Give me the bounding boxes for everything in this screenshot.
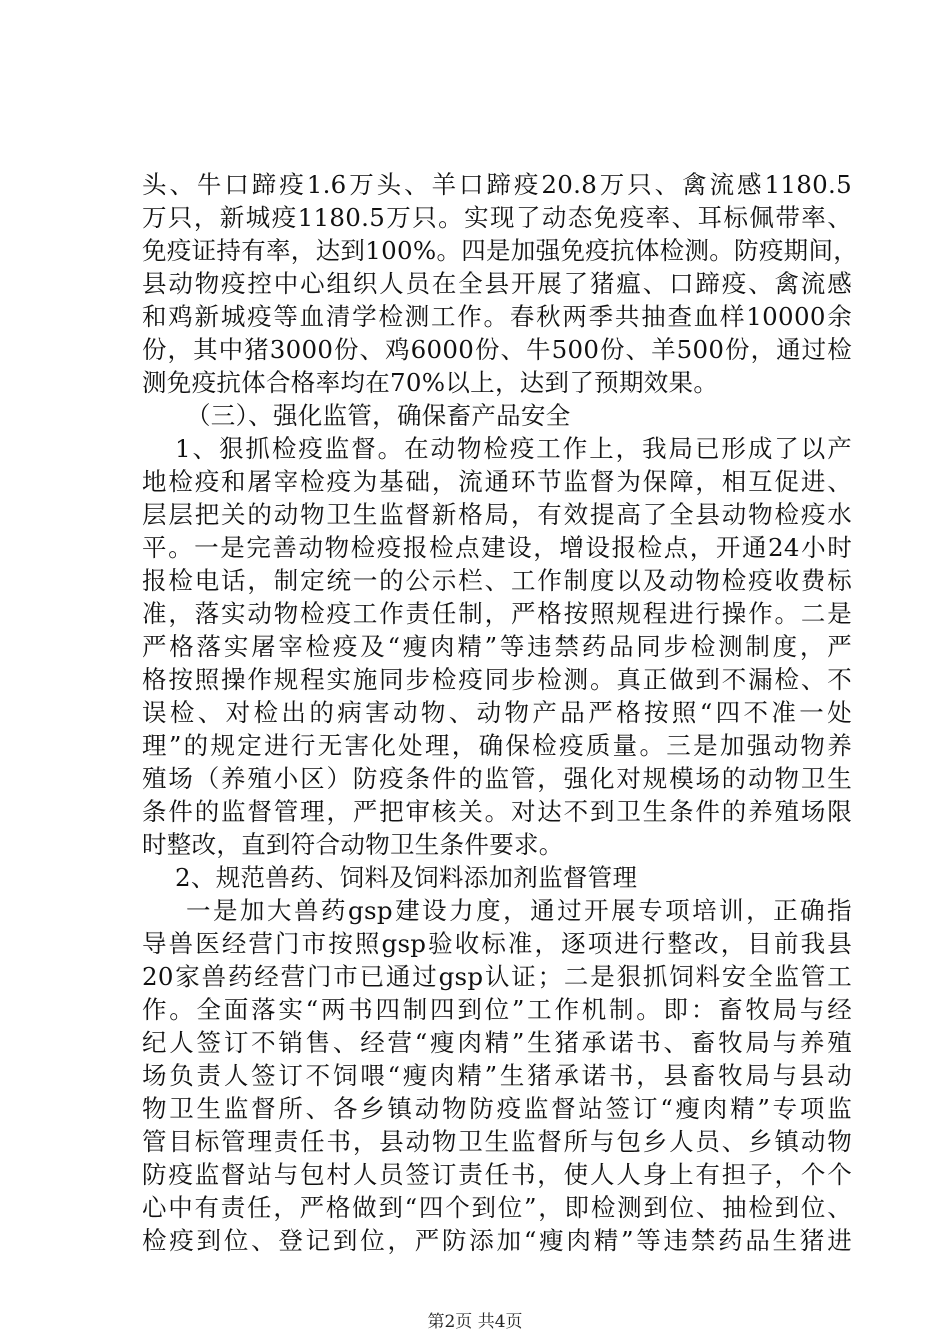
text-line: 头、牛口蹄疫1.6万头、羊口蹄疫20.8万只、禽流感1180.5 [142,170,852,199]
text-line: 误检、对检出的病害动物、动物产品严格按照“四不准一处 [142,698,852,727]
text-line: 殖场（养殖小区）防疫条件的监管，强化对规模场的动物卫生 [142,764,852,793]
text-line: 场负责人签订不饲喂“瘦肉精”生猪承诺书，县畜牧局与县动 [142,1061,852,1090]
text-line: 平。一是完善动物检疫报检点建设，增设报检点，开通24小时 [142,533,852,562]
text-line: 心中有责任，严格做到“四个到位”，即检测到位、抽检到位、 [142,1193,852,1222]
text-line: 万只，新城疫1180.5万只。实现了动态免疫率、耳标佩带率、 [142,203,852,232]
text-line: 份，其中猪3000份、鸡6000份、牛500份、羊500份，通过检 [142,335,852,364]
text-line: 报检电话，制定统一的公示栏、工作制度以及动物检疫收费标 [142,566,852,595]
text-line: 物卫生监督所、各乡镇动物防疫监督站签订“瘦肉精”专项监 [142,1094,852,1123]
text-line: 防疫监督站与包村人员签订责任书，使人人身上有担子，个个 [142,1160,852,1189]
text-line: 管目标管理责任书，县动物卫生监督所与包乡人员、乡镇动物 [142,1127,852,1156]
text-line: 准，落实动物检疫工作责任制，严格按照规程进行操作。二是 [142,599,852,628]
text-line: 测免疫抗体合格率均在70%以上，达到了预期效果。 [142,368,719,397]
text-line: 理”的规定进行无害化处理，确保检疫质量。三是加强动物养 [142,731,852,760]
section-heading: （三）、强化监管，确保畜产品安全 [186,401,571,430]
text-line: 格按照操作规程实施同步检疫同步检测。真正做到不漏检、不 [142,665,852,694]
text-line: 一是加大兽药gsp建设力度，通过开展专项培训，正确指 [186,896,852,925]
text-line: 条件的监督管理，严把审核关。对达不到卫生条件的养殖场限 [142,797,852,826]
text-line: 导兽医经营门市按照gsp验收标准，逐项进行整改，目前我县 [142,929,852,958]
page-number-footer: 第2页 共4页 [427,1312,523,1332]
text-line: 检疫到位、登记到位，严防添加“瘦肉精”等违禁药品生猪进 [142,1226,852,1255]
text-line: 地检疫和屠宰检疫为基础，流通环节监督为保障，相互促进、 [142,467,852,496]
text-line: 时整改，直到符合动物卫生条件要求。 [142,830,564,859]
text-line: 县动物疫控中心组织人员在全县开展了猪瘟、口蹄疫、禽流感 [142,269,852,298]
text-line: 20家兽药经营门市已通过gsp认证；二是狠抓饲料安全监管工 [142,962,852,991]
subsection-heading: 2、规范兽药、饲料及饲料添加剂监督管理 [175,863,638,892]
text-line: 层层把关的动物卫生监督新格局，有效提高了全县动物检疫水 [142,500,852,529]
text-line: 作。全面落实“两书四制四到位”工作机制。即：畜牧局与经 [142,995,852,1024]
text-line: 严格落实屠宰检疫及“瘦肉精”等违禁药品同步检测制度，严 [142,632,852,661]
text-line: 和鸡新城疫等血清学检测工作。春秋两季共抽查血样10000余 [142,302,852,331]
text-line: 免疫证持有率，达到100%。四是加强免疫抗体检测。防疫期间， [142,236,859,265]
text-line: 纪人签订不销售、经营“瘦肉精”生猪承诺书、畜牧局与养殖 [142,1028,852,1057]
text-line: 1、狠抓检疫监督。在动物检疫工作上，我局已形成了以产 [175,434,852,463]
